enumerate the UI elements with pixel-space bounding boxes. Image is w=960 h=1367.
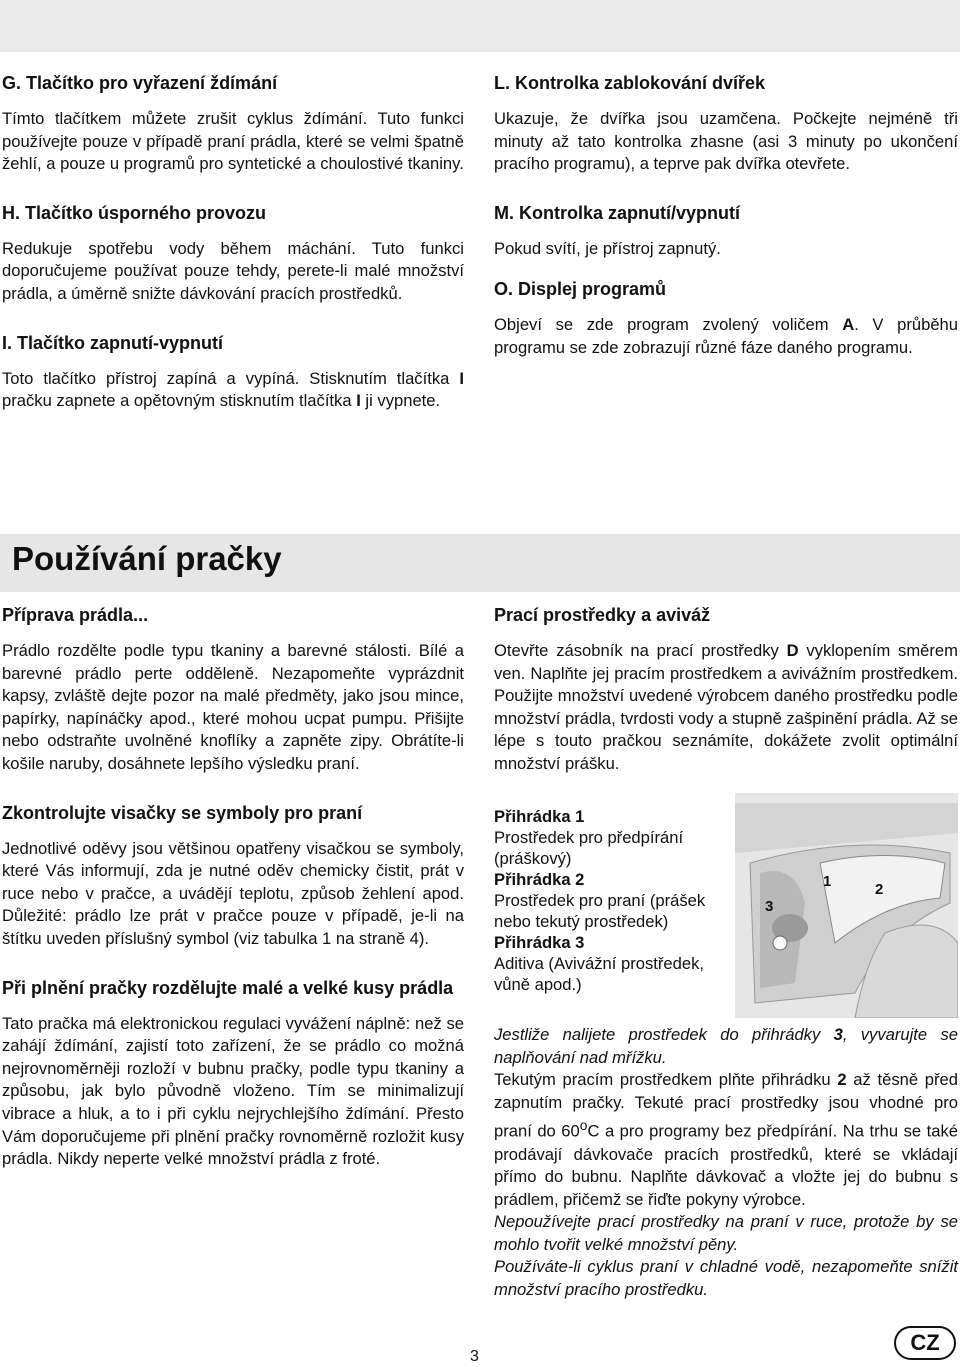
language-badge: CZ [894,1326,956,1360]
top-band [0,0,960,52]
heading-detergents: Prací prostředky a aviváž [494,605,711,625]
heading-h: H. Tlačítko úsporného provozu [2,202,267,223]
text-h: Redukuje spotřebu vody během máchání. Tuto funkci doporučujeme používat pouze tehdy, perete-li malé množství prádla, a úměrně snižte dávkování pracích prostředků. [2,238,464,303]
drawer-drawing [735,793,958,1018]
compartment-3-text: Aditiva (Avivážní prostředek, vůně apod.) [494,954,704,994]
text-l: Ukazuje, že dvířka jsou uzamčena. Počkejte nejméně tři minuty až tato kontrolka zhasne (asi 3 minuty po ukončení pracího programu), a teprve pak dvířka otevřete. [494,109,958,174]
note-compartment-3: Jestliže nalijete prostředek do přihrádky 3, vyvarujte se naplňování nad mřížku. [494,1025,958,1067]
right-column-bottom [494,604,958,776]
text-g: Tímto tlačítkem můžete zrušit cyklus ždímání. Tuto funkci používejte pouze v případě praní prádla, které se velmi špatně žehlí, a pouze u programů pro syntetické a choulostivé tkaniny. [2,109,464,174]
text-i: Toto tlačítko přístroj zapíná a vypíná. Stisknutím tlačítka I pračku zapnete a opětovným stisknutím tlačítka I ji vypnete. [2,368,464,411]
compartment-1-text: Prostředek pro předpírání (práškový) [494,828,684,868]
left-column-bottom [2,604,464,1171]
right-column-notes [494,1024,958,1302]
compartment-1-title: Přihrádka 1 [494,807,585,826]
compartment-list [494,806,726,995]
detergent-drawer-illustration [735,793,958,1018]
left-column-top [2,72,464,413]
compartment-2-text: Prostředek pro praní (prášek nebo tekutý prostředek) [494,891,706,931]
note-cold-water: Používáte-li cyklus praní v chladné vodě, nezapomeňte snížit množství pracího prostředku. [494,1257,958,1300]
heading-check-labels: Zkontrolujte visačky se symboly pro praní [2,802,363,823]
text-liquid: Tekutým pracím prostředkem plňte přihrádku 2 až těsně před zapnutím pračky. Tekuté prací prostředky jsou vhodné pro praní do 60$^o$C a pro programy bez předpírání. Na trhu se také prodávají dávkovače pracích prostředků, které se vkládají přímo do bubnu. Naplňte dávkovač a vložte jej do bubnu s prádlem, přičemž se řiďte pokyny výrobce. [494,1070,958,1209]
text-filling: Tato pračka má elektronickou regulaci vyvážení náplně: než se zahájí ždímání, zajistí toto zařízení, že se prádlo co možná nejrovnoměrněji rozloží v bubnu pračky, podle typu tkaniny a způsobu, jak bylo původně vloženo. Tím se minimalizují vibrace a hluk, a to i při cyklu nejrychlejšího ždímání. Přesto Vám doporučujeme při plnění pračky rovnoměrně rozložit kusy prádla. Nikdy neperte velké množství prádla z froté. [2,1013,464,1169]
note-hand-wash: Nepoužívejte prací prostředky na praní v ruce, protože by se mohlo tvořit velké množství pěny. [494,1212,958,1254]
label-1: 1 [823,873,832,890]
heading-i: I. Tlačítko zapnutí-vypnutí [2,332,224,353]
right-column-top [494,72,958,360]
text-o: Objeví se zde program zvolený voličem A. V průběhu programu se zde zobrazují různé fáze daného programu. [494,315,959,357]
compartment-2-title: Přihrádka 2 [494,870,585,889]
heading-o: O. Displej programů [494,279,667,300]
label-3: 3 [765,898,774,915]
text-detergents: Otevřte zásobník na prací prostředky D vyklopením směrem ven. Naplňte jej pracím prostředkem a avivážním prostředkem. Použijte množství uvedené výrobcem daného prostředku podle množství prádla, tvrdosti vody a stupně zašpinění prádla. Až se lépe s touto pračkou seznámíte, dokážete zvolit optimální množství prášku. [494,641,958,773]
page-number: 3 [470,1348,479,1365]
label-2: 2 [875,881,884,898]
heading-l: L. Kontrolka zablokování dvířek [494,73,766,93]
text-check-labels: Jednotlivé oděvy jsou většinou opatřeny visačkou se symboly, které Vás informují, zda je nutné oděv chemicky čistit, prát v ruce nebo v pračce, a uvádějí teplotu, způsob žehlení apod. Důležité: prádlo lze prát v pračce pouze v případě, je-li na štítku uveden příslušný symbol (viz tabulka 1 na straně 4). [2,838,464,948]
section-title: Používání pračky [0,534,960,592]
heading-g: G. Tlačítko pro vyřazení ždímání [2,73,278,93]
heading-filling: Při plnění pračky rozdělujte malé a velké kusy prádla [2,977,454,998]
text-preparation: Prádlo rozdělte podle typu tkaniny a barevné stálosti. Bílé a barevné prádlo perte odděleně. Nezapomeňte vyprázdnit kapsy, zvláště dejte pozor na malé předměty, jako jsou mince, papírky, napínáčky apod., které mohou ucpat pumpu. Přišijte nebo odstraňte uvolněné knoflíky a zapněte zipy. Obrátíte-li košile naruby, dosáhnete lepšího výsledku praní. [2,641,464,773]
heading-preparation: Příprava prádla... [2,605,149,625]
text-m: Pokud svítí, je přístroj zapnutý. [494,238,721,258]
compartment-3-title: Přihrádka 3 [494,933,585,952]
heading-m: M. Kontrolka zapnutí/vypnutí [494,202,740,223]
